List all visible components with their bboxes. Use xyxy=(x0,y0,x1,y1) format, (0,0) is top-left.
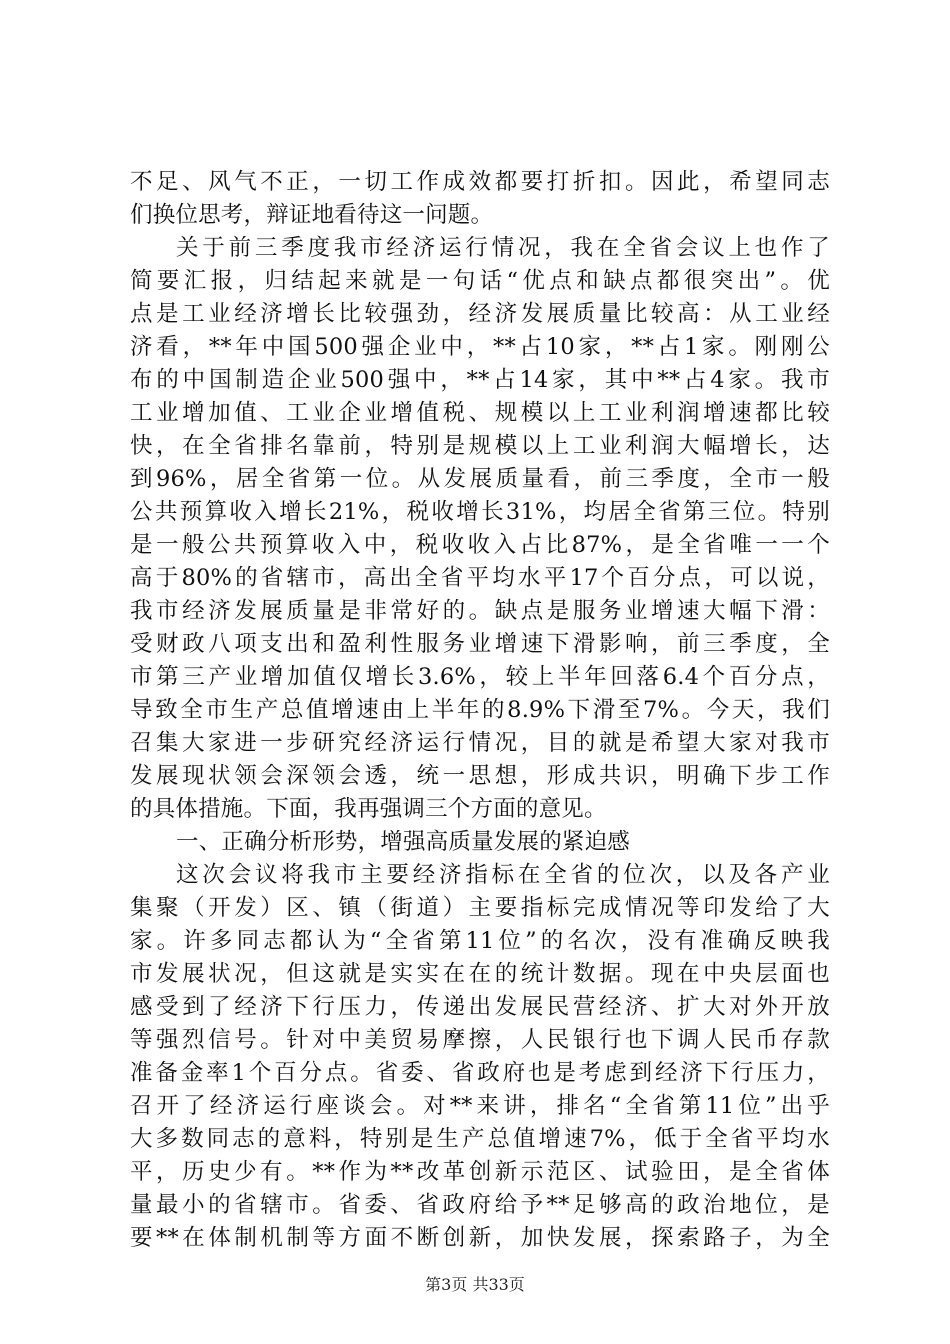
text-line: 的具体措施。下面，我再强调三个方面的意见。 xyxy=(130,796,607,822)
text-line: 发展现状领会深领会透，统一思想，形成共识，明确下步工作 xyxy=(130,763,830,789)
text-line: 不足、风气不正，一切工作成效都要打折扣。因此，希望同志 xyxy=(130,169,830,195)
text-line: 平，历史少有。**作为**改革创新示范区、试验田，是全省体 xyxy=(130,1159,830,1185)
text-line: 要**在体制机制等方面不断创新，加快发展，探索路子，为全 xyxy=(130,1225,830,1251)
text-line: 受财政八项支出和盈利性服务业增速下滑影响，前三季度，全 xyxy=(130,631,830,657)
text-line: 简要汇报，归结起来就是一句话“优点和缺点都很突出”。优 xyxy=(130,268,830,294)
text-line: 召开了经济运行座谈会。对**来讲，排名“全省第11位”出乎 xyxy=(130,1093,830,1119)
text-line: 公共预算收入增长21%，税收增长31%，均居全省第三位。特别 xyxy=(130,499,830,525)
text-line: 到96%，居全省第一位。从发展质量看，前三季度，全市一般 xyxy=(130,466,830,492)
text-line: 等强烈信号。针对中美贸易摩擦，人民银行也下调人民币存款 xyxy=(130,1027,830,1053)
document-body xyxy=(130,166,830,1255)
text-line: 市第三产业增加值仅增长3.6%，较上半年回落6.4个百分点， xyxy=(130,664,830,690)
text-line: 感受到了经济下行压力，传递出发展民营经济、扩大对外开放 xyxy=(130,994,830,1020)
text-line: 们换位思考，辩证地看待这一问题。 xyxy=(130,202,494,228)
text-line: 点是工业经济增长比较强劲，经济发展质量比较高：从工业经 xyxy=(130,301,830,327)
text-line: 量最小的省辖市。省委、省政府给予**足够高的政治地位，是 xyxy=(130,1192,830,1218)
text-line: 我市经济发展质量是非常好的。缺点是服务业增速大幅下滑： xyxy=(130,598,830,624)
section-heading: 一、正确分析形势，增强高质量发展的紧迫感 xyxy=(176,829,631,855)
text-line: 这次会议将我市主要经济指标在全省的位次，以及各产业 xyxy=(176,862,830,888)
text-line: 家。许多同志都认为“全省第11位”的名次，没有准确反映我 xyxy=(130,928,830,954)
text-line: 市发展状况，但这就是实实在在的统计数据。现在中央层面也 xyxy=(130,961,830,987)
text-line: 准备金率1个百分点。省委、省政府也是考虑到经济下行压力， xyxy=(130,1060,830,1086)
text-line: 大多数同志的意料，特别是生产总值增速7%，低于全省平均水 xyxy=(130,1126,830,1152)
text-line: 召集大家进一步研究经济运行情况，目的就是希望大家对我市 xyxy=(130,730,830,756)
page-number-label: 第3页 共33页 xyxy=(425,1275,525,1294)
text-line: 快，在全省排名靠前，特别是规模以上工业利润大幅增长，达 xyxy=(130,433,830,459)
page-footer xyxy=(0,1272,950,1295)
text-line: 导致全市生产总值增速由上半年的8.9%下滑至7%。今天，我们 xyxy=(130,697,830,723)
text-line: 是一般公共预算收入中，税收收入占比87%，是全省唯一一个 xyxy=(130,532,830,558)
text-line: 工业增加值、工业企业增值税、规模以上工业利润增速都比较 xyxy=(130,400,830,426)
text-line: 集聚（开发）区、镇（街道）主要指标完成情况等印发给了大 xyxy=(130,895,830,921)
text-line: 布的中国制造企业500强中，**占14家，其中**占4家。我市 xyxy=(130,367,830,393)
text-line: 济看，**年中国500强企业中，**占10家，**占1家。刚刚公 xyxy=(130,334,830,360)
text-line: 关于前三季度我市经济运行情况，我在全省会议上也作了 xyxy=(176,235,830,261)
text-line: 高于80%的省辖市，高出全省平均水平17个百分点，可以说， xyxy=(130,565,830,591)
